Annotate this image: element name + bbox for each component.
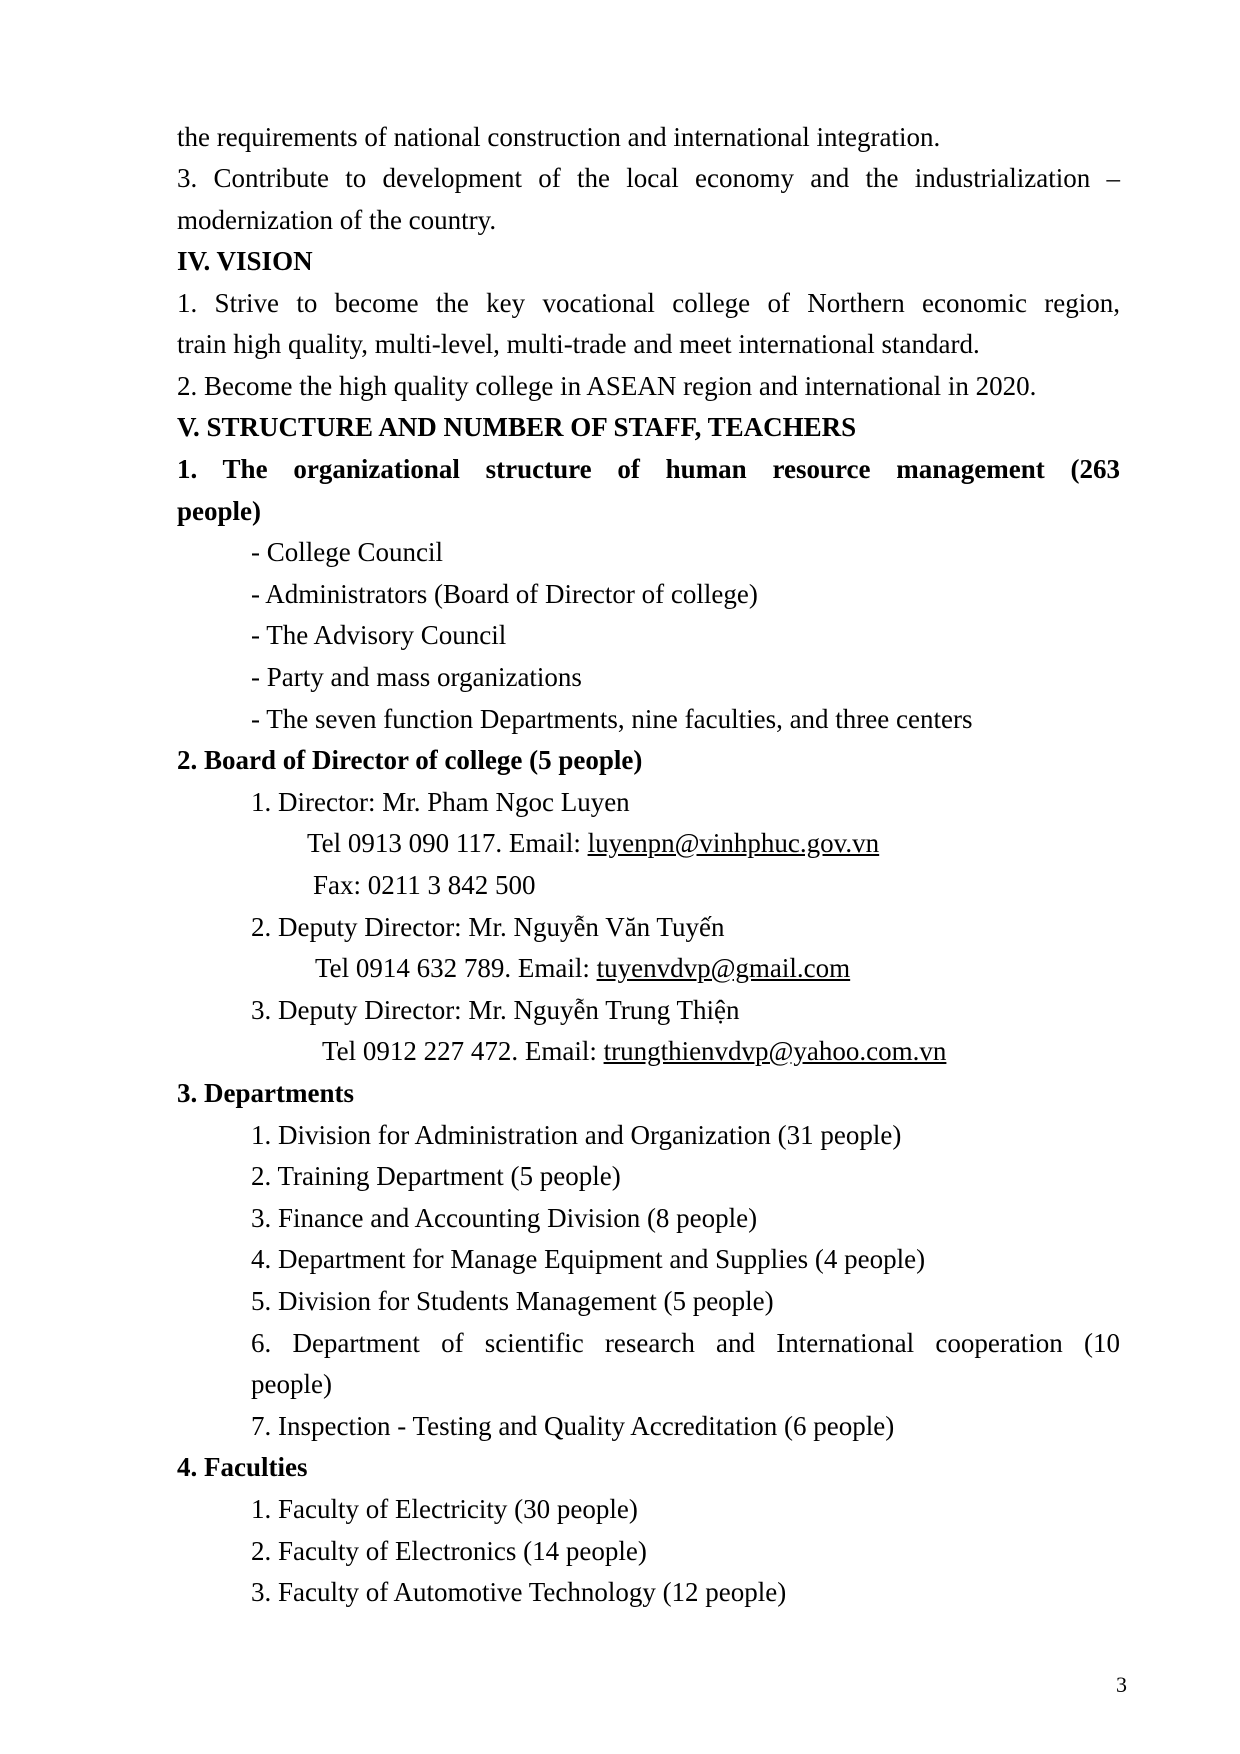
- subsection-heading-board: 2. Board of Director of college (5 people): [177, 745, 643, 775]
- department-item: 2. Training Department (5 people): [251, 1161, 621, 1191]
- department-item: 4. Department for Manage Equipment and Supplies (4 people): [251, 1244, 926, 1274]
- faculty-item: 1. Faculty of Electricity (30 people): [251, 1494, 638, 1524]
- deputy-director-email-link[interactable]: trungthienvdvp@yahoo.com.vn: [603, 1036, 947, 1066]
- deputy-director-title: 2. Deputy Director: Mr. Nguyễn Văn Tuyến: [251, 912, 725, 942]
- list-item: - College Council: [251, 537, 443, 567]
- department-item: 5. Division for Students Management (5 people): [251, 1286, 774, 1316]
- department-item: 1. Division for Administration and Organization (31 people): [251, 1120, 902, 1150]
- director-title: 1. Director: Mr. Pham Ngoc Luyen: [251, 787, 630, 817]
- deputy-director-contact: [315, 955, 850, 982]
- department-item-continuation: people): [251, 1369, 332, 1399]
- faculty-item: 2. Faculty of Electronics (14 people): [251, 1536, 647, 1566]
- director-email-link[interactable]: luyenpn@vinhphuc.gov.vn: [587, 828, 880, 858]
- director-fax: Fax: 0211 3 842 500: [313, 870, 536, 900]
- deputy-director-tel: Tel 0912 227 472. Email:: [322, 1036, 604, 1066]
- deputy-director-title: 3. Deputy Director: Mr. Nguyễn Trung Thiện: [251, 995, 740, 1025]
- list-item: - The seven function Departments, nine faculties, and three centers: [251, 704, 973, 734]
- faculty-item: 3. Faculty of Automotive Technology (12 people): [251, 1577, 787, 1607]
- director-contact: [307, 830, 879, 857]
- subsection-heading-departments: 3. Departments: [177, 1078, 354, 1108]
- section-heading-vision: IV. VISION: [177, 246, 313, 276]
- department-item: 6. Department of scientific research and International cooperation (10: [251, 1328, 1120, 1358]
- subsection-heading-org-structure-continuation: people): [177, 496, 261, 526]
- deputy-director-email-link[interactable]: tuyenvdvp@gmail.com: [596, 953, 851, 983]
- department-item: 7. Inspection - Testing and Quality Accreditation (6 people): [251, 1411, 895, 1441]
- subsection-heading-org-structure: 1. The organizational structure of human resource management (263: [177, 454, 1120, 484]
- section-heading-structure: V. STRUCTURE AND NUMBER OF STAFF, TEACHERS: [177, 412, 857, 442]
- deputy-director-tel: Tel 0914 632 789. Email:: [315, 953, 597, 983]
- mission-item-3: 3. Contribute to development of the local economy and the industrialization –: [177, 163, 1120, 193]
- vision-item-1: 1. Strive to become the key vocational college of Northern economic region,: [177, 288, 1120, 318]
- department-item: 3. Finance and Accounting Division (8 people): [251, 1203, 758, 1233]
- deputy-director-contact: [322, 1038, 946, 1065]
- list-item: - Administrators (Board of Director of college): [251, 579, 758, 609]
- director-tel: Tel 0913 090 117. Email:: [307, 828, 588, 858]
- list-item: - The Advisory Council: [251, 620, 507, 650]
- vision-item-1-continuation: train high quality, multi-level, multi-trade and meet international standard.: [177, 329, 980, 359]
- subsection-heading-faculties: 4. Faculties: [177, 1452, 308, 1482]
- mission-item-3-continuation: modernization of the country.: [177, 205, 497, 235]
- paragraph-line: the requirements of national construction and international integration.: [177, 122, 941, 152]
- list-item: - Party and mass organizations: [251, 662, 582, 692]
- vision-item-2: 2. Become the high quality college in ASEAN region and international in 2020.: [177, 371, 1037, 401]
- page-number: 3: [1116, 1672, 1127, 1697]
